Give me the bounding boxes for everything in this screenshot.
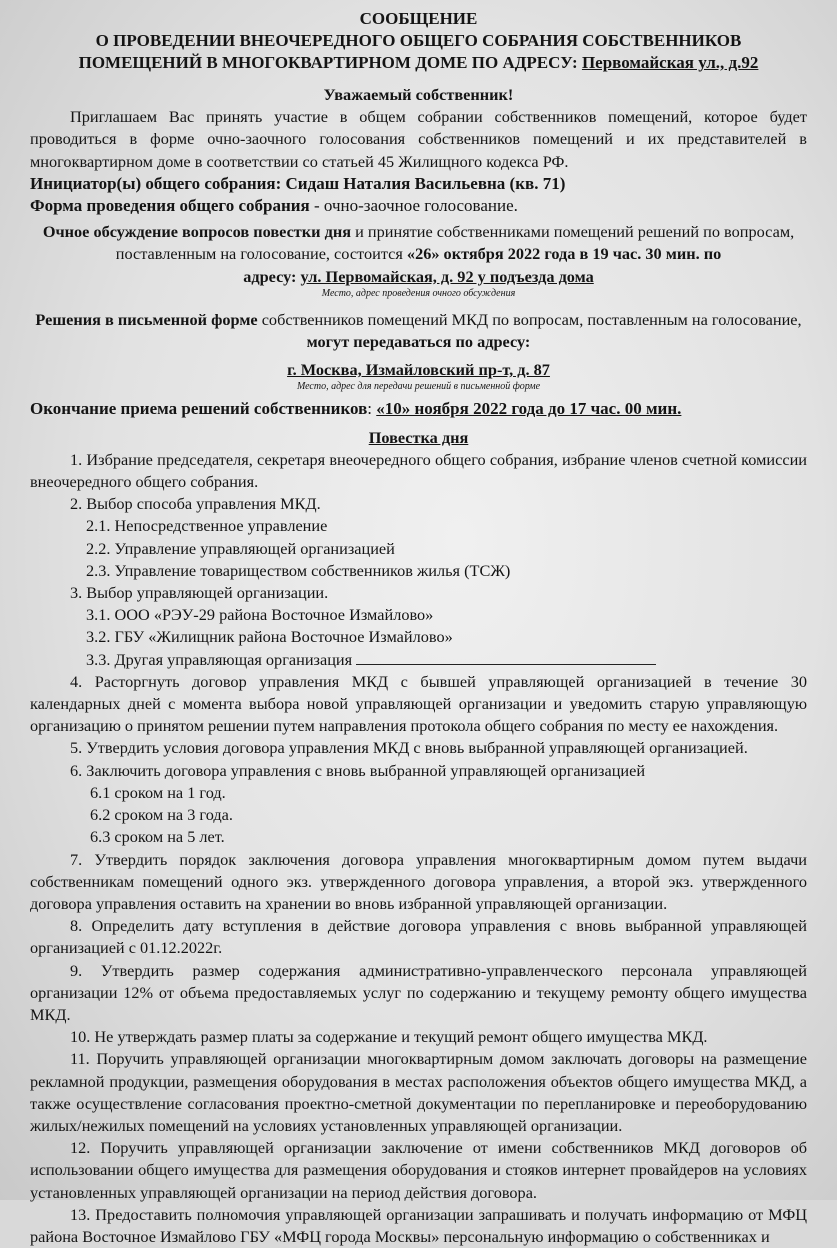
agenda-item-2: 2. Выбор способа управления МКД. bbox=[70, 494, 321, 514]
initiator: Инициатор(ы) общего собрания: Сидаш Наталия Васильевна (кв. 71) bbox=[30, 173, 566, 193]
title-address: Первомайская ул., д.92 bbox=[581, 53, 759, 72]
agenda-item-6-2: 6.2 сроком на 3 года. bbox=[90, 805, 233, 825]
end-colon: : bbox=[367, 399, 377, 419]
agenda-list bbox=[30, 449, 807, 1248]
meeting-address-caption: Место, адрес проведения очного обсуждения bbox=[321, 287, 516, 299]
greeting: Уважаемый собственник! bbox=[323, 85, 514, 104]
intro-paragraph: Приглашаем Вас принять участие в общем собрании собственников помещений, которое будет проводиться в форме очно-заочного голосования собственников помещений и их представителей в многоквартирном доме в соответствии со статьей 45 Жилищного кодекса РФ. bbox=[30, 107, 807, 171]
decisions-address-caption: Место, адрес для передачи решений в письменной форме bbox=[296, 381, 541, 393]
agenda-title: Повестка дня bbox=[368, 427, 469, 447]
title-line-1: СООБЩЕНИЕ bbox=[359, 9, 478, 28]
decisions-lead: Решения в письменной форме bbox=[35, 309, 258, 329]
end-of-reception bbox=[30, 398, 807, 420]
meeting-form-value: - очно-заочное голосование. bbox=[309, 196, 518, 216]
agenda-item-2-2: 2.2. Управление управляющей организацией bbox=[86, 538, 395, 558]
agenda-item-2-1: 2.1. Непосредственное управление bbox=[86, 516, 328, 536]
title-line-2: О ПРОВЕДЕНИИ ВНЕОЧЕРЕДНОГО ОБЩЕГО СОБРАНИЯ СОБСТВЕННИКОВ bbox=[95, 31, 742, 50]
meeting-text: и принятие собственниками помещений решений по вопросам, поставленным на голосование, состоится bbox=[115, 222, 795, 264]
decisions-address: г. Москва, Измайловский пр-т, д. 87 bbox=[287, 360, 550, 380]
agenda-item-6-1: 6.1 сроком на 1 год. bbox=[90, 782, 226, 802]
meeting-po: по bbox=[699, 244, 722, 264]
document-title bbox=[30, 8, 807, 74]
agenda-item-3-3 bbox=[30, 649, 807, 671]
decisions-paragraph bbox=[30, 309, 807, 353]
agenda-item-4: 4. Расторгнуть договор управления МКД с бывшей управляющей организацией в течение 30 календарных дней с момента выбора новой управляющей организации и уведомить старую управляющую организацию о принятом решении путем направления протокола общего собрания по месту ее нахождения. bbox=[30, 671, 807, 736]
agenda-item-1: 1. Избрание председателя, секретаря внеочередного общего собрания, избрание членов счетной комиссии внеочередного общего собрания. bbox=[30, 449, 807, 492]
agenda-item-6-3: 6.3 сроком на 5 лет. bbox=[90, 827, 225, 847]
meeting-address: ул. Первомайская, д. 92 у подъезда дома bbox=[300, 266, 594, 286]
title-line-3-text: ПОМЕЩЕНИЙ В МНОГОКВАРТИРНОМ ДОМЕ ПО АДРЕСУ: bbox=[78, 53, 578, 72]
meeting-form-label: Форма проведения общего собрания bbox=[30, 196, 310, 216]
meeting-lead: Очное обсуждение вопросов повестки дня bbox=[42, 222, 352, 242]
agenda-item-9: 9. Утвердить размер содержания административно-управленческого персонала управляющей организации 12% от объема предоставляемых услуг по содержанию и текущему ремонту общего имущества МКД. bbox=[30, 960, 807, 1024]
agenda-item-10: 10. Не утверждать размер платы за содержание и текущий ремонт общего имущества МКД. bbox=[70, 1027, 708, 1047]
meeting-date: «26» октября 2022 года в 19 час. 30 мин. bbox=[406, 244, 700, 264]
meeting-address-label: адресу: bbox=[243, 266, 297, 286]
agenda-item-3-3-text: 3.3. Другая управляющая организация bbox=[86, 649, 357, 669]
decisions-bold: могут передаваться по адресу: bbox=[306, 332, 531, 352]
agenda-item-13: 13. Предоставить полномочия управляющей организации запрашивать и получать информацию от МФЦ района Восточное Измайлово ГБУ «МФЦ города Москвы» персональную информацию о собственниках и bbox=[30, 1204, 807, 1246]
agenda-item-11: 11. Поручить управляющей организации многоквартирным домом заключать договоры на размещение рекламной продукции, размещения оборудования в местах расположения объектов общего имущества МКД, а также осуществление согласования проектно-сметной документации по перепланировке и переоборудованию жилых/нежилых помещений на условиях установленных управляющей организации. bbox=[30, 1049, 807, 1135]
agenda-item-3-1: 3.1. ООО «РЭУ-29 района Восточное Измайлово» bbox=[86, 605, 434, 625]
agenda-item-8: 8. Определить дату вступления в действие договора управления с вновь выбранной управляющей организацией с 01.12.2022г. bbox=[30, 916, 807, 958]
blank-line bbox=[356, 650, 656, 665]
agenda-item-2-3: 2.3. Управление товариществом собственников жилья (ТСЖ) bbox=[86, 560, 511, 580]
agenda-item-12: 12. Поручить управляющей организации заключение от имени собственников МКД договоров об использовании общего имущества для размещения оборудования и стояков интернет провайдеров на условиях установленных управляющей организации на период действия договора. bbox=[30, 1138, 807, 1202]
decisions-text: собственников помещений МКД по вопросам, поставленным на голосование, bbox=[257, 309, 802, 329]
end-date: «10» ноября 2022 года до 17 час. 00 мин. bbox=[376, 399, 682, 419]
agenda-item-3: 3. Выбор управляющей организации. bbox=[70, 583, 329, 603]
title-line-3 bbox=[30, 52, 807, 74]
agenda-item-3-2: 3.2. ГБУ «Жилищник района Восточное Измайлово» bbox=[86, 627, 453, 647]
agenda-item-5: 5. Утвердить условия договора управления МКД с вновь выбранной управляющей организацией. bbox=[70, 738, 748, 758]
meeting-paragraph bbox=[30, 221, 807, 288]
agenda-item-7: 7. Утвердить порядок заключения договора управления многоквартирным домом путем выдачи собственникам помещений одного экз. утвержденного договора управления, а второй экз. утвержденного договора управления оставить на хранении во вновь избранной управляющей организации. bbox=[30, 849, 807, 913]
agenda-item-6: 6. Заключить договора управления с вновь выбранной управляющей организацией bbox=[70, 760, 646, 780]
meeting-form bbox=[30, 195, 807, 217]
end-label: Окончание приема решений собственников bbox=[30, 399, 368, 419]
